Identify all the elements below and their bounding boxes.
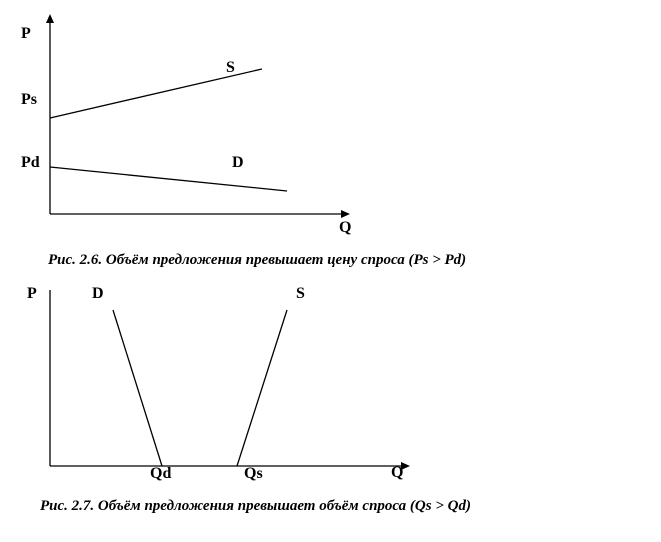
- fig2-supply-line: [237, 310, 287, 466]
- fig1-supply-label: S: [226, 59, 235, 76]
- fig2-demand-label: D: [92, 285, 104, 302]
- fig1-caption: Рис. 2.6. Объём предложения превышает цену спроса (Ps > Pd): [48, 252, 467, 268]
- fig1-y-axis-arrow: [46, 14, 54, 23]
- fig2-y-axis-label: P: [27, 285, 37, 302]
- fig2-caption: Рис. 2.7. Объём предложения превышает объём спроса (Qs > Qd): [40, 498, 471, 514]
- fig1-x-axis-label: Q: [339, 219, 352, 236]
- fig1-ps-label: Ps: [21, 91, 37, 108]
- fig2-qs-label: Qs: [244, 465, 263, 482]
- figure-2: [27, 285, 471, 514]
- fig1-demand-line: [50, 167, 287, 191]
- fig1-x-axis-arrow: [341, 210, 350, 218]
- fig1-pd-label: Pd: [21, 154, 40, 171]
- fig2-demand-line: [113, 310, 162, 466]
- figure-1: [21, 14, 466, 268]
- fig2-x-axis-label: Q: [391, 464, 404, 481]
- fig2-qd-label: Qd: [150, 465, 172, 482]
- fig1-y-axis-label: P: [21, 25, 31, 42]
- fig1-demand-label: D: [232, 154, 244, 171]
- fig2-supply-label: S: [296, 285, 305, 302]
- fig1-supply-line: [50, 69, 262, 118]
